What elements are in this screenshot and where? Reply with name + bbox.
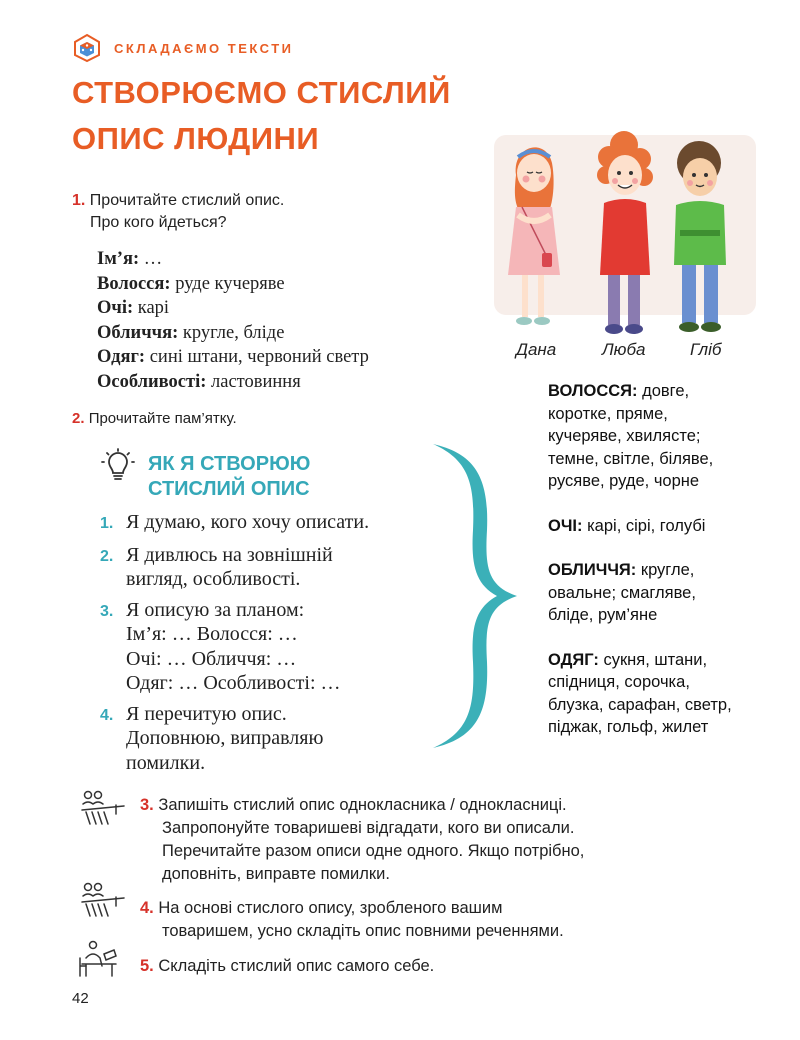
- dice-icon: [72, 33, 102, 63]
- description-row: Одяг: сині штани, червоний светр: [97, 347, 369, 368]
- task-2-text: Прочитайте пам’ятку.: [88, 410, 237, 427]
- section-label: СКЛАДАЄМО ТЕКСТИ: [114, 41, 294, 56]
- description-row: Обличчя: кругле, бліде: [97, 322, 285, 343]
- vocab-face: ОБЛИЧЧЯ: кругле, овальне; смагляве, бліде, рум’яне: [548, 561, 696, 624]
- description-row: Очі: карі: [97, 298, 170, 319]
- memo-item: 3. Я описую за планом: Ім’я: … Волосся: … Очі: … Обличчя: … Одяг: … Особливості: …: [100, 598, 341, 694]
- memo-list: [100, 510, 440, 781]
- page-number: 42: [72, 990, 89, 1007]
- memo-item: 4. Я перечитую опис. Доповнюю, виправляю помилки.: [100, 702, 324, 774]
- task-4: 4. На основі стислого опису, зробленого вашим товаришем, усно складіть опис повними реченнями.: [140, 899, 564, 940]
- memo-heading: [148, 452, 310, 502]
- vocabulary-list: [548, 380, 788, 761]
- description-row: Волосся: руде кучеряве: [97, 273, 285, 294]
- task-2-number: 2.: [72, 410, 85, 427]
- memo-heading-line-1: ЯК Я СТВОРЮЮ: [148, 453, 311, 475]
- caption-hlib: Гліб: [690, 340, 722, 359]
- children-illustration: [494, 115, 756, 363]
- title-line-1: СТВОРЮЄМО СТИСЛИЙ: [72, 75, 451, 110]
- memo-item: 2. Я дивлюсь на зовнішній вигляд, особливості.: [100, 543, 333, 590]
- task-1-line-1: Прочитайте стислий опис.: [89, 192, 285, 209]
- description-row: Ім’я: …: [97, 249, 163, 269]
- task-2: [72, 408, 237, 430]
- task-1-number: 1.: [72, 192, 86, 209]
- vocab-eyes: ОЧІ: карі, сірі, голубі: [548, 516, 706, 535]
- memo-item: 1. Я думаю, кого хочу описати.: [100, 511, 370, 533]
- caption-dana: Дана: [516, 340, 557, 359]
- title-line-2: ОПИС ЛЮДИНИ: [72, 121, 320, 156]
- pair-work-icon: [80, 790, 126, 830]
- task-1-line-2: Про кого йдеться?: [90, 214, 227, 231]
- vocab-hair: ВОЛОССЯ: довге, коротке, пряме, кучеряве, хвилясте; темне, світле, біляве, русяве, руде, чорне: [548, 382, 714, 490]
- person-description: [97, 247, 369, 395]
- vocab-clothes: ОДЯГ: сукня, штани, спідниця, сорочка, блузка, сарафан, светр, піджак, гольф, жилет: [548, 650, 732, 736]
- pair-work-icon: [80, 882, 126, 922]
- task-1: [72, 190, 412, 234]
- lightbulb-icon: [100, 448, 136, 484]
- page-title: [72, 70, 451, 162]
- memo-heading-line-2: СТИСЛИЙ ОПИС: [148, 478, 310, 500]
- task-5: 5. Складіть стислий опис самого себе.: [140, 957, 435, 975]
- curly-brace-decoration: [425, 440, 525, 752]
- task-3: 3. Запишіть стислий опис однокласника / однокласниці. Запропонуйте товаришеві відгадати, кого ви описали. Перечитайте разом описи одне одного. Якщо потрібно, доповніть, виправте помилки.: [140, 796, 585, 883]
- individual-work-icon: [76, 940, 122, 980]
- description-row: Особливості: ластовиння: [97, 371, 301, 392]
- caption-luba: Люба: [602, 340, 646, 359]
